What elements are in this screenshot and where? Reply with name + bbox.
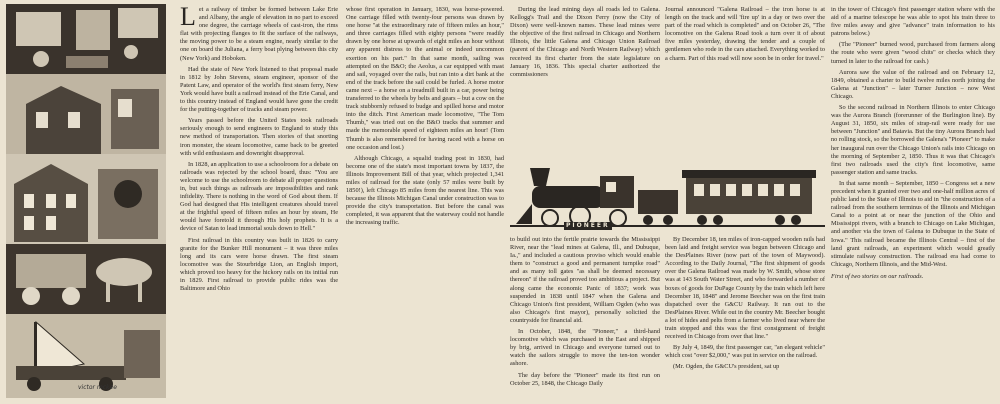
series-caption: First of two stories on our railroads. (831, 272, 924, 280)
train-name-label: PIONEER (566, 222, 610, 229)
article-paragraph: in the tower of Chicago's first passenger station where with the aid of a marine telescope he was able to spot his train three to five miles away and give "advance" train information to his patrons below.) (831, 6, 995, 38)
article-paragraph: In that same month – September, 1850 – Congress set a new precedent when it granted over two and one-half million acres of public land to the State of Illinois to aid in "the construction of a railroad from the southern terminus of the Illinois and Michigan Canal to a point at or near the junction of the Ohio and Mississippi rivers, with a branch to Chicago on Lake Michigan, and another via the town of Galena to Dubuque in the State of Iowa." This railroad became the Illinois Central – first of the land grant railroads, an experiment which would greatly stimulate railway construction. The railroad era had come to Chicago, Northern Illinois, and the Mid-West. (831, 179, 995, 268)
article-paragraph: First railroad in this country was built in 1826 to carry granite for the Bunker Hill monument – it was three miles long and its cars were horse drawn. The first steam locomotive was the Stourbridge Lion, an English import, which proved too heavy for the hickory rails on its initial run in 1829. First railroad to provide public rides was the Baltimore and Ohio (180, 236, 338, 293)
artist-signature: victor mckee (78, 384, 117, 391)
article-column-3-bottom (510, 236, 660, 398)
article-paragraph: The day before the "Pioneer" made its first run on October 25, 1848, the Chicago Daily (510, 371, 660, 387)
article-paragraph: In October, 1848, the "Pioneer," a third-hand locomotive which was purchased in the East and shipped by brig, arrived in Chicago and everyone turned out to watch the sailors struggle to move the ten-ton wonder ashore. (510, 328, 660, 368)
article-paragraph: So the second railroad in Northern Illinois to enter Chicago was the Aurora Branch (forerunner of the Burlington line). By August 31, 1850, six miles of strap-rail were ready for use between "Junction" and Batavia. But the tiny Aurora Branch had no rolling stock, so the borrowed the Galena's "Pioneer" to make her inaugural run over the Chicago Union's rails into Chicago on the morning of September 2, 1850. Thus it was that Chicago's first two railroads used the city's first locomotive, same passenger station and same tracks. (831, 104, 995, 176)
article-paragraph: Years passed before the United States took railroads seriously enough to send engineers to England to study this new method of transportation. Then stories of that snorting iron monster, the steam locomotive, came back to be greeted with wild enthusiasm and downright disapproval. (180, 117, 338, 157)
article-paragraph: Let a railway of timber be formed between Lake Erie and Albany, the angle of elevation in no part to exceed one degree, the carriage wheels of cast-iron, the rims flat with projecting flanges to fit the surface of the railways, the moving power to be a steam engine, nearly similar to the one on board the Juliana, a ferry boat plying between this city (New York) and Hoboken. (180, 6, 338, 62)
article-paragraph: Aurora saw the value of the railroad and on February 12, 1849, obtained a charter to build twelve miles north joining the Galena at "Junction" – later Turner Junction – now West Chicago. (831, 68, 995, 100)
article-paragraph: Although Chicago, a squalid trading post in 1830, had become one of the state's most important towns by 1837, the Illinois Improvement Bill of that year, which projected 1,341 miles of railroad for the state (only 57 miles were built by 1850!), left Chicago 85 miles from the nearest line. This was because the Illinois Michigan Canal under construction was to provide the city's transportation. But before the canal was completed, it was apparent that the waterway could not handle the increasing traffic. (346, 154, 504, 227)
woodcut-illustration-image (6, 4, 166, 398)
article-paragraph: In 1828, an application to use a schoolroom for a debate on railroads was rejected by the school board, thus: "You are welcome to use the schoolroom to debate all proper questions in, but such things as railroads are impossibilities and rank infidelity. There is nothing in the word of God about them. If God had designed that His intelligent creatures should travel at the frightful speed of fifteen miles an hour by steam, He would have foretold it through His holy prophets. It is a device of Satan to lead immortal souls down to Hell." (180, 160, 338, 233)
article-column-5 (831, 6, 995, 398)
article-paragraph: By December 18, ten miles of iron-capped wooden rails had been laid and freight service was begun between Chicago and the DesPlaines River (now part of the town of Maywood). According to the Daily Journal, "The first shipment of goods over the Galena Railroad was made by W. Smith, whose store was at 143 South Water Street, and who forwarded a number of boxes of goods for DuPage County by the train which left here December 18, 1848" and Jerome Beecher was on the first train dispatched over the G&CU Railway. It ran out to the DesPlaines River. While out in the country Mr. Beecher bought a lot of hides and pelts from a farmer who lived near where the train stopped and this was the first consignment of freight received in Chicago from over that line." (665, 236, 825, 341)
drop-cap: L (180, 6, 196, 31)
article-column-3-top (510, 6, 660, 152)
article-paragraph: (The "Pioneer" burned wood, purchased from farmers along the route who were given "wood chits" or checks which they turned in later to the railroad for cash.) (831, 41, 995, 65)
locomotive-icon (510, 146, 825, 234)
article-paragraph: whose first operation in January, 1830, was horse-powered. One carriage filled with twenty-four persons was drawn by one horse "at the extraordinary rate of fifteen miles an hour," and three carriages filled with eighty persons "were readily drawn by one horse at upwards of eight miles an hour without any apparent distress to the animal or indeed uncommon exertion on his part." In that same month, sailing was attempted on the B&O; the Aeolus, a car equipped with mast and sail, voyaged over the rails, but ran into a dirt bank at the end of the track before the sail could be furled. A horse motor came next – a horse on a treadmill built in a car, power being transferred to the wheels by belts and gears – but a cow on the track stubbornly refused to budge and spilled horse and motor into the ditch. First American made locomotive, "The Tom Thumb," was tried out on the B&O tracks that summer and made the memorable speed of eighteen miles an hour! (Tom Thumb is also remembered for having raced with a horse on one occasion and lost.) (346, 6, 504, 151)
article-paragraph: During the lead mining days all roads led to Galena. Kellogg's Trail and the Dixon Ferry (now the City of Dixon) were well-known names. These lead mines were the objective of the first railroad in Chicago and Northern Illinois, the little Galena and Chicago Union Railroad (parent of the Chicago and North Western Railway) which received its first charter from the state legislature on January 16, 1836. This special charter authorized the commissioners (510, 6, 660, 78)
article-column-1 (180, 6, 338, 398)
article-paragraph: to build out into the fertile prairie towards the Mississippi River, near the "lead mines at Galena, Ill., and Dubuque, Ia.," and included a cautious proviso which would enable them to "construct a good and permanent turnpike road" and as many toll gates "as shall be deemed necessary thereon" if the railroad proved too ambitious a project. But along came the economic Panic of 1837; work was suspended in 1838 until 1847 when the Galena and Chicago Union's first president, William Ogden (who was also Chicago's first mayor), personally solicited the countryside for financial aid. (510, 236, 660, 324)
article-paragraph: Journal announced "Galena Railroad – the iron horse is at length on the track and will 'fire up' in a day or two over the part of the road which is completed" and on October 26, "The locomotive on the Galena Road took a turn over it of about five miles yesterday, drawing the tender and a couple of gentlemen who rode in the cars attached. Everything worked to a charm. Part of this road will now soon be in order for travel." (665, 6, 825, 62)
pioneer-locomotive-illustration (510, 146, 825, 234)
article-paragraph: By July 4, 1849, the first passenger car, "an elegant vehicle" which cost "over $2,000," was put in service on the railroad. (665, 344, 825, 360)
article-paragraph: (Mr. Ogden, the G&CU's president, sat up (673, 363, 780, 371)
article-column-4-bottom (665, 236, 825, 398)
woodcut-illustration-panel (6, 4, 166, 398)
article-column-4-top (665, 6, 825, 152)
article-column-2 (346, 6, 504, 398)
article-paragraph: Had the state of New York listened to that proposal made in 1812 by John Stevens, steam engineer, sponsor of the Patent Law, and operator of the world's first steam ferry, New York would have built a railroad instead of the Erie Canal, and to this country instead of England would have gone the credit for the putting-together of tracks and steam power. (180, 65, 338, 114)
